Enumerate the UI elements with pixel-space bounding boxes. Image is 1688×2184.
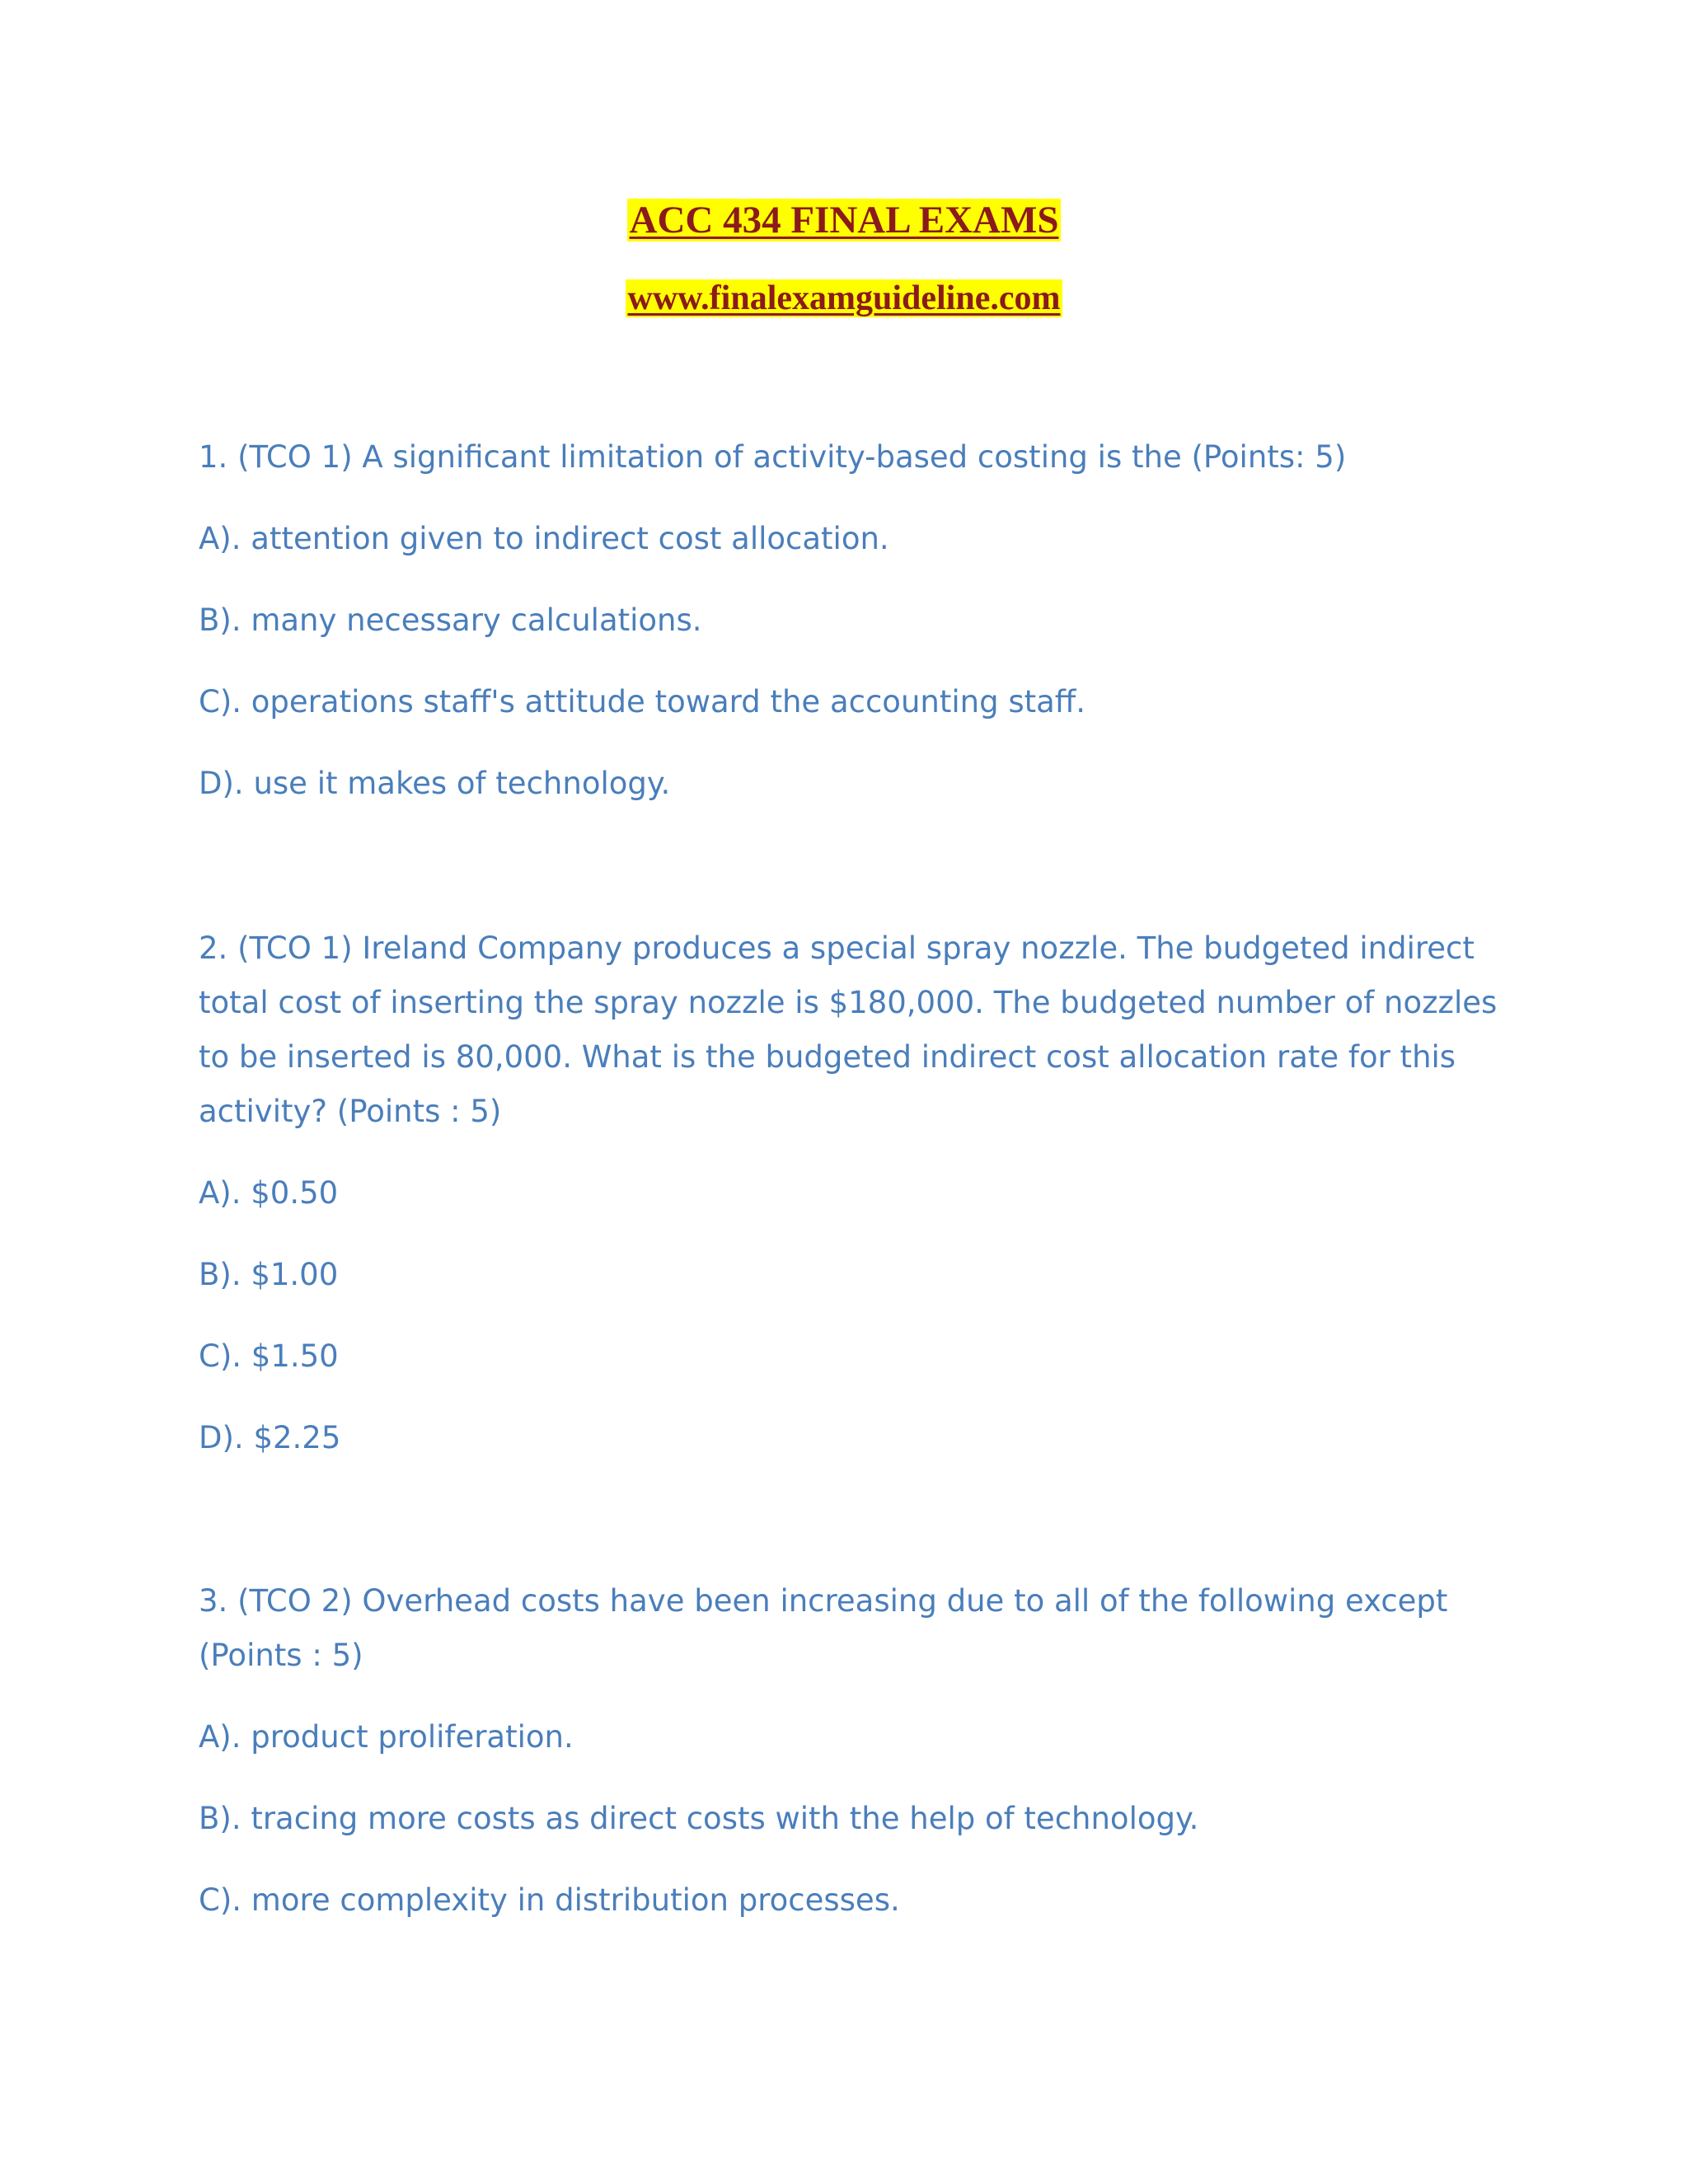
question-stem: 3. (TCO 2) Overhead costs have been increasing due to all of the following except (Points : 5) bbox=[199, 1583, 1448, 1673]
question-2 bbox=[199, 921, 1517, 1493]
page-title: ACC 434 FINAL EXAMS bbox=[627, 199, 1062, 241]
answer-option: C). operations staff's attitude toward the accounting staff. bbox=[199, 684, 1086, 719]
answer-option: D). use it makes of technology. bbox=[199, 766, 671, 801]
question-1 bbox=[199, 430, 1517, 838]
answer-option: C). $1.50 bbox=[199, 1338, 339, 1374]
question-stem: 2. (TCO 1) Ireland Company produces a special spray nozzle. The budgeted indirect total cost of inserting the spray nozzle is $180,000. The budgeted number of nozzles to be inserted is 80,000. What is the budgeted indirect cost allocation rate for this activity? (Points : 5) bbox=[199, 930, 1498, 1129]
answer-option: B). many necessary calculations. bbox=[199, 602, 702, 638]
answer-option: B). tracing more costs as direct costs with the help of technology. bbox=[199, 1801, 1199, 1836]
answer-option: A). attention given to indirect cost allocation. bbox=[199, 521, 889, 556]
answer-option: D). $2.25 bbox=[199, 1420, 341, 1455]
title-line bbox=[0, 196, 1688, 244]
question-3 bbox=[199, 1574, 1517, 1955]
answer-option: A). $0.50 bbox=[199, 1175, 339, 1211]
answer-option: B). $1.00 bbox=[199, 1257, 339, 1292]
answer-option: C). more complexity in distribution processes. bbox=[199, 1882, 900, 1918]
website-link[interactable]: www.finalexamguideline.com bbox=[626, 279, 1063, 317]
answer-option: A). product proliferation. bbox=[199, 1719, 574, 1755]
url-line bbox=[0, 277, 1688, 320]
question-stem: 1. (TCO 1) A significant limitation of activity-based costing is the (Points: 5) bbox=[199, 439, 1347, 475]
